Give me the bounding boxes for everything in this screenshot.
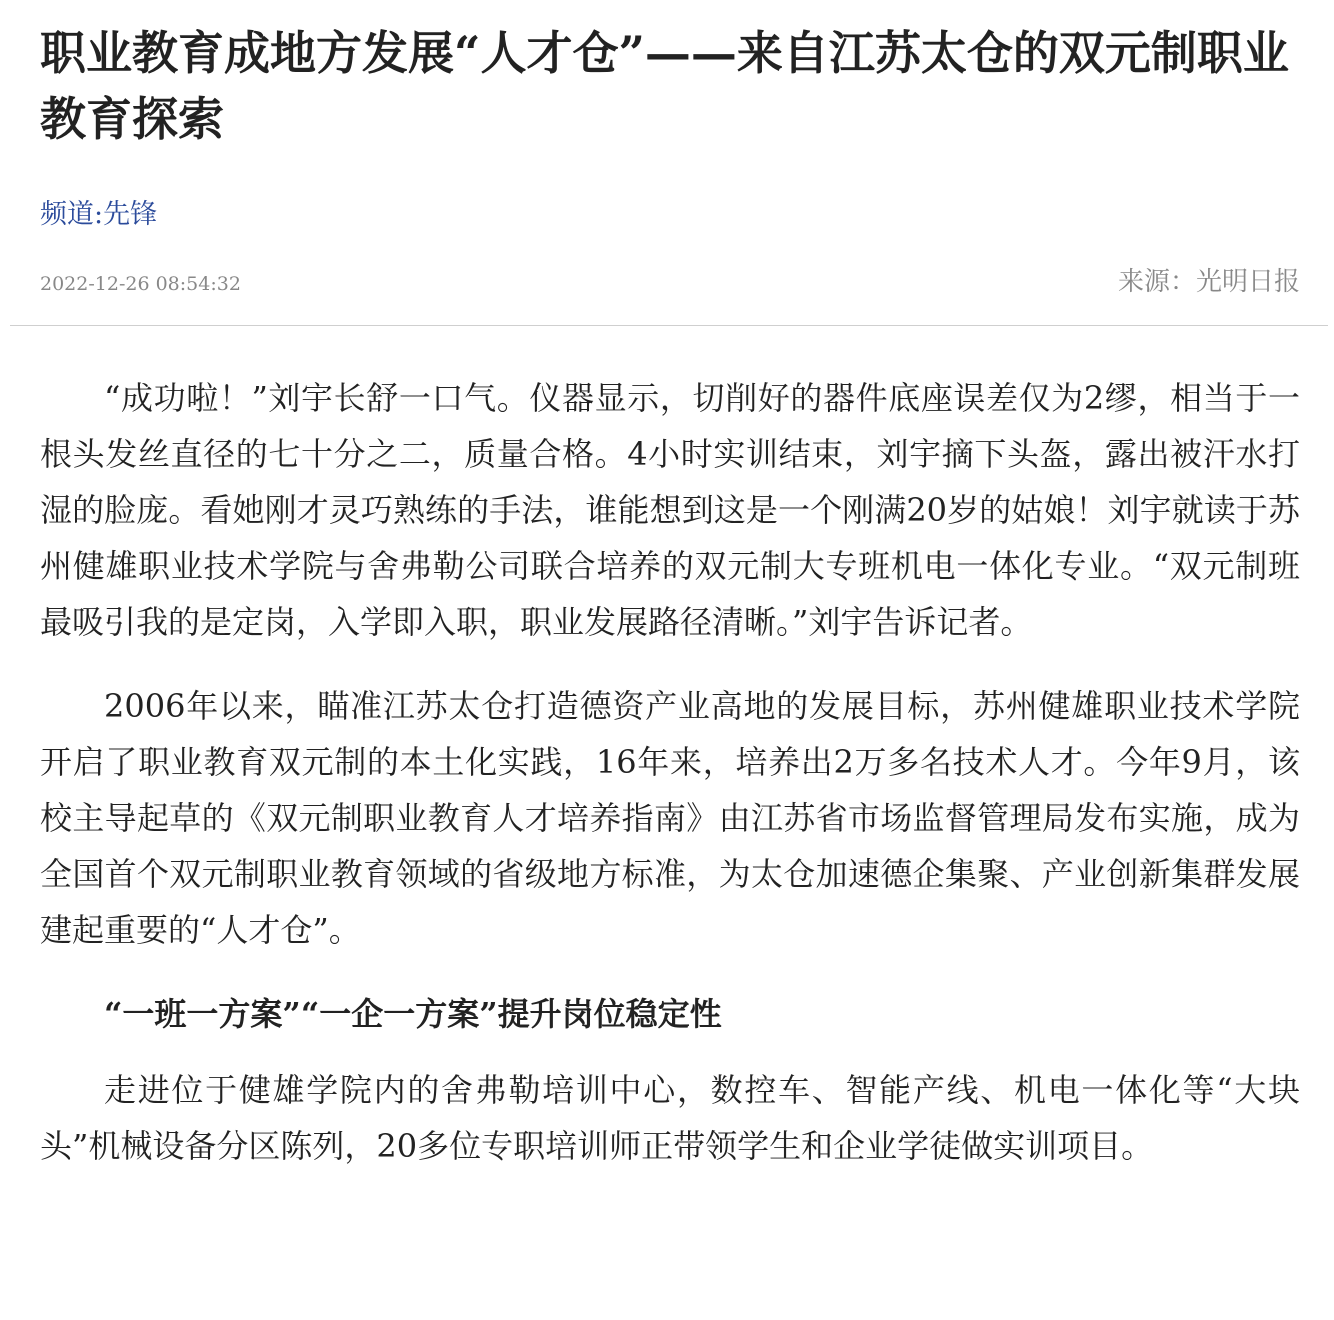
channel-label: 频道: [40, 199, 104, 230]
article-source: 来源：光明日报 [1117, 267, 1300, 297]
article-body [40, 370, 1300, 1202]
header-divider [10, 325, 1328, 326]
article-paragraph: “成功啦！”刘宇长舒一口气。仪器显示，切削好的器件底座误差仅为2缪，相当于一根头发丝直径的七十分之二，质量合格。4小时实训结束，刘宇摘下头盔，露出被汗水打湿的脸庞。看她刚才灵巧熟练的手法，谁能想到这是一个刚满20岁的姑娘！刘宇就读于苏州健雄职业技术学院与舍弗勒公司联合培养的双元制大专班机电一体化专业。“双元制班最吸引我的是定岗，入学即入职，职业发展路径清晰。”刘宇告诉记者。 [40, 379, 1300, 641]
publish-timestamp: 2022-12-26 08:54:32 [40, 273, 241, 295]
article-paragraph: 2006年以来，瞄准江苏太仓打造德资产业高地的发展目标，苏州健雄职业技术学院开启了职业教育双元制的本土化实践，16年来，培养出2万多名技术人才。今年9月，该校主导起草的《双元制职业教育人才培养指南》由江苏省市场监督管理局发布实施，成为全国首个双元制职业教育领域的省级地方标准，为太仓加速德企集聚、产业创新集群发展建起重要的“人才仓”。 [40, 687, 1300, 949]
article-meta [40, 266, 1300, 300]
article-title: 职业教育成地方发展“人才仓”——来自江苏太仓的双元制职业教育探索 [40, 26, 1289, 146]
article-paragraph: 走进位于健雄学院内的舍弗勒培训中心，数控车、智能产线、机电一体化等“大块头”机械设备分区陈列，20多位专职培训师正带领学生和企业学徒做实训项目。 [40, 1071, 1300, 1165]
channel-value: 先锋 [103, 199, 158, 230]
article-subheading: “一班一方案”“一企一方案”提升岗位稳定性 [104, 995, 722, 1033]
channel-link[interactable] [40, 198, 157, 232]
